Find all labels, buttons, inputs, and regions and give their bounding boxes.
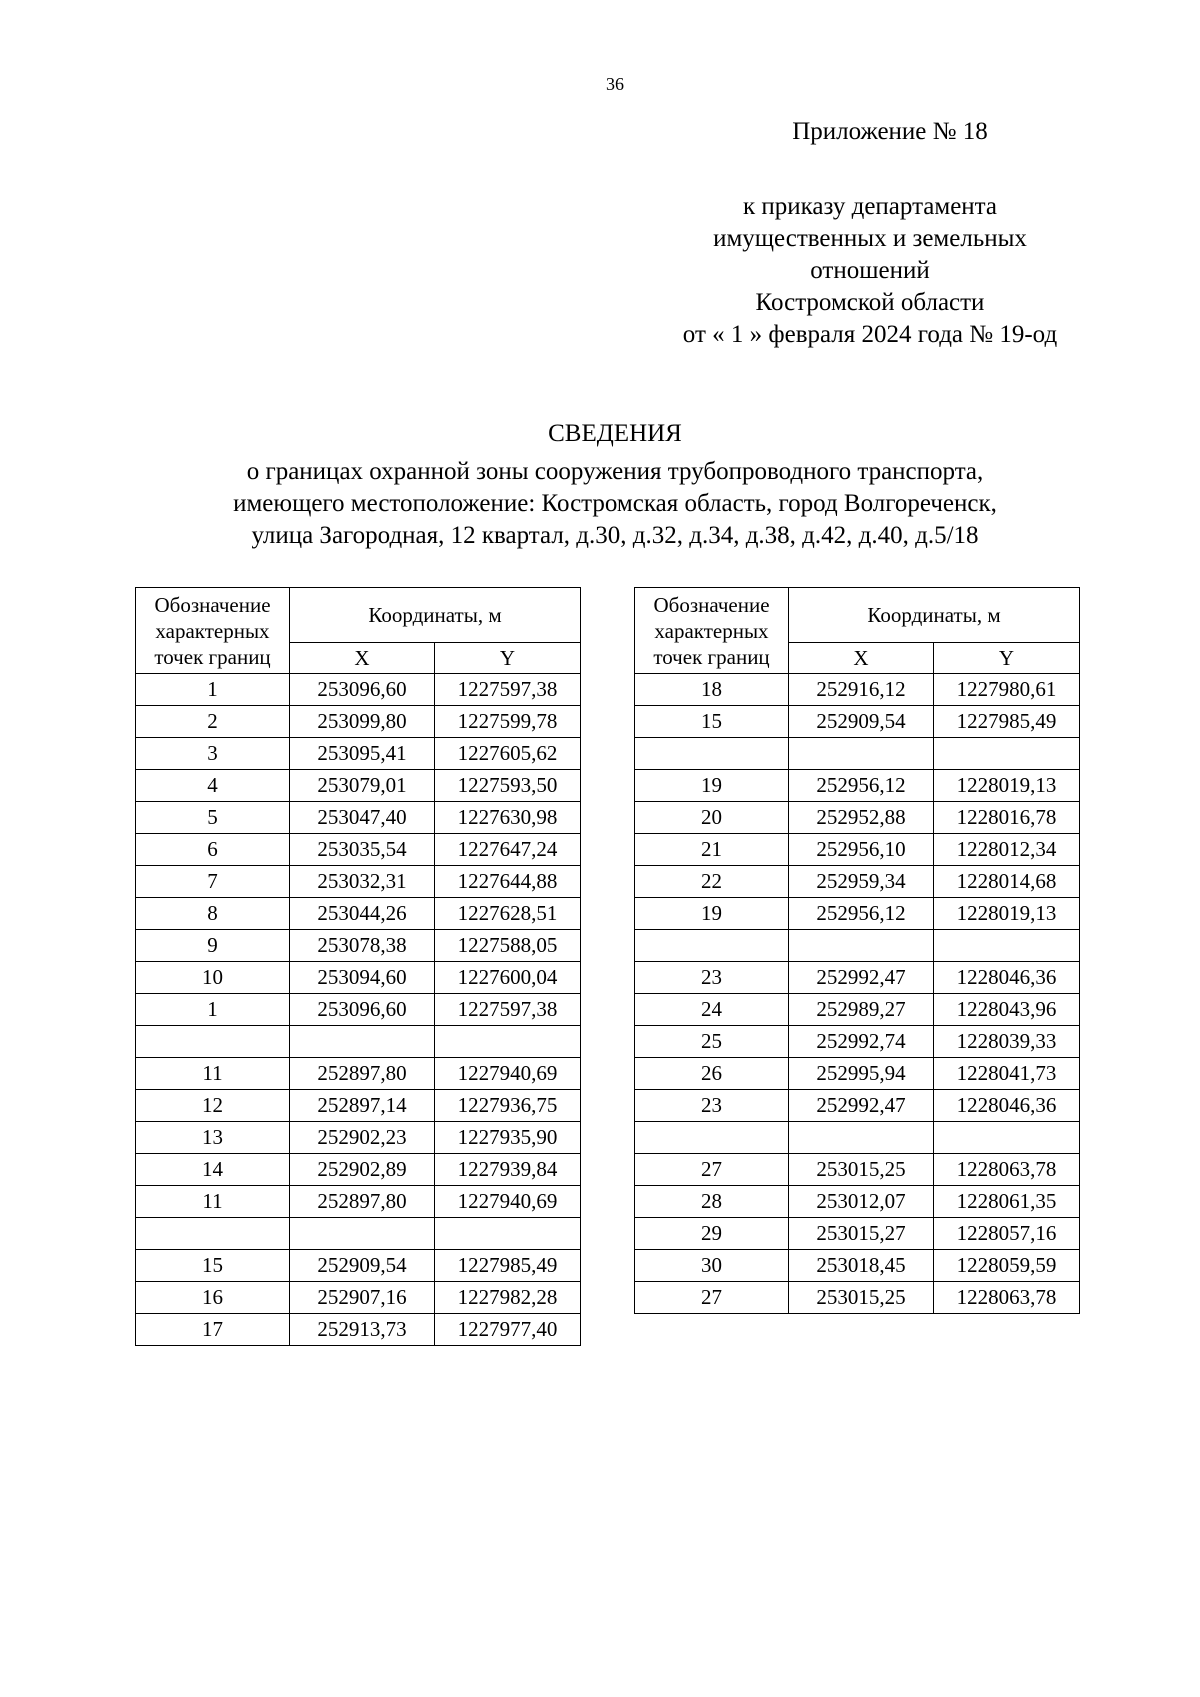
table-row [136,834,581,866]
subtitle-line: улица Загородная, 12 квартал, д.30, д.32, д.34, д.38, д.42, д.40, д.5/18 [251,522,979,549]
coordinates-table-right [634,587,1080,1314]
x-cell: 252916,12 [789,674,934,706]
table-body [635,674,1080,1314]
y-cell: 1228063,78 [934,1282,1080,1314]
document-subtitle [0,456,1200,552]
y-cell: 1228041,73 [934,1058,1080,1090]
x-cell: 252907,16 [290,1282,435,1314]
table-row [136,738,581,770]
x-cell: 252956,12 [789,770,934,802]
y-cell: 1227980,61 [934,674,1080,706]
x-cell: 252909,54 [290,1250,435,1282]
y-cell: 1228039,33 [934,1026,1080,1058]
order-ref-line: от « 1 » февраля 2024 года № 19-од [682,321,1058,348]
x-cell [789,738,934,770]
x-cell [290,1026,435,1058]
point-cell: 13 [136,1122,290,1154]
y-cell [934,738,1080,770]
point-cell [136,1026,290,1058]
x-cell: 253044,26 [290,898,435,930]
x-cell: 253015,25 [789,1154,934,1186]
table-row [635,1122,1080,1154]
x-cell: 252913,73 [290,1314,435,1346]
point-cell: 30 [635,1250,789,1282]
point-column-header: Обозначение характерных точек границ [635,588,789,674]
y-cell: 1228016,78 [934,802,1080,834]
x-column-header: X [290,643,435,674]
y-cell: 1227588,05 [435,930,581,962]
table-row [635,1154,1080,1186]
y-cell: 1227647,24 [435,834,581,866]
x-cell: 253099,80 [290,706,435,738]
point-cell: 11 [136,1186,290,1218]
order-ref-line: к приказу департамента [742,193,998,220]
table-row [635,1026,1080,1058]
point-cell: 12 [136,1090,290,1122]
y-cell: 1228061,35 [934,1186,1080,1218]
point-cell: 29 [635,1218,789,1250]
y-cell [435,1218,581,1250]
table-row [635,1058,1080,1090]
x-cell: 252992,74 [789,1026,934,1058]
table-row [635,930,1080,962]
point-cell: 20 [635,802,789,834]
x-cell: 252992,47 [789,962,934,994]
table-row [136,1282,581,1314]
coordinates-table-left [135,587,581,1346]
document-title: СВЕДЕНИЯ [548,420,682,447]
x-cell: 252952,88 [789,802,934,834]
y-cell: 1228046,36 [934,1090,1080,1122]
table-row [635,994,1080,1026]
table-row [635,962,1080,994]
x-cell: 253096,60 [290,674,435,706]
y-cell: 1227977,40 [435,1314,581,1346]
y-cell: 1227940,69 [435,1058,581,1090]
point-column-header: Обозначение характерных точек границ [136,588,290,674]
point-cell: 23 [635,962,789,994]
table-row [136,1090,581,1122]
y-cell: 1227605,62 [435,738,581,770]
order-ref-line: имущественных и земельных [713,225,1027,252]
table-row [635,834,1080,866]
table-row [136,962,581,994]
y-cell: 1227597,38 [435,674,581,706]
x-cell: 253012,07 [789,1186,934,1218]
x-cell [789,930,934,962]
table-row [136,1218,581,1250]
table-row [136,898,581,930]
y-cell: 1227936,75 [435,1090,581,1122]
table-row [136,1026,581,1058]
point-cell: 3 [136,738,290,770]
order-ref-line: отношений [810,257,930,284]
x-cell: 252992,47 [789,1090,934,1122]
x-cell: 253018,45 [789,1250,934,1282]
y-cell: 1228059,59 [934,1250,1080,1282]
table-body [136,674,581,1346]
point-cell: 15 [136,1250,290,1282]
table-row [635,802,1080,834]
table-row [136,802,581,834]
table-row [136,1186,581,1218]
y-cell: 1227940,69 [435,1186,581,1218]
y-cell: 1227628,51 [435,898,581,930]
x-cell: 252897,14 [290,1090,435,1122]
table-row [635,1186,1080,1218]
y-cell: 1227597,38 [435,994,581,1026]
y-cell: 1228014,68 [934,866,1080,898]
y-cell [435,1026,581,1058]
point-cell: 26 [635,1058,789,1090]
point-cell: 24 [635,994,789,1026]
table-row [635,674,1080,706]
x-cell: 252989,27 [789,994,934,1026]
order-reference [630,191,1110,351]
table-row [136,674,581,706]
x-cell: 253032,31 [290,866,435,898]
x-cell: 252902,23 [290,1122,435,1154]
point-cell: 28 [635,1186,789,1218]
x-cell: 252956,12 [789,898,934,930]
y-cell: 1228057,16 [934,1218,1080,1250]
point-cell: 27 [635,1282,789,1314]
y-cell: 1227982,28 [435,1282,581,1314]
x-cell: 253015,27 [789,1218,934,1250]
point-cell: 2 [136,706,290,738]
y-cell: 1227644,88 [435,866,581,898]
table-row [136,1154,581,1186]
table-row [136,930,581,962]
point-cell: 16 [136,1282,290,1314]
y-cell: 1227935,90 [435,1122,581,1154]
y-cell: 1227630,98 [435,802,581,834]
table-row [136,706,581,738]
table-row [136,1122,581,1154]
point-cell: 15 [635,706,789,738]
x-cell: 252909,54 [789,706,934,738]
table-row [635,898,1080,930]
point-cell: 18 [635,674,789,706]
y-cell: 1227600,04 [435,962,581,994]
x-cell: 253047,40 [290,802,435,834]
y-cell: 1227985,49 [435,1250,581,1282]
y-cell: 1227593,50 [435,770,581,802]
y-column-header: Y [934,643,1080,674]
y-cell: 1228019,13 [934,770,1080,802]
x-cell: 253035,54 [290,834,435,866]
point-cell: 11 [136,1058,290,1090]
table-row [136,994,581,1026]
x-cell: 253096,60 [290,994,435,1026]
point-cell [635,1122,789,1154]
point-cell: 21 [635,834,789,866]
subtitle-line: имеющего местоположение: Костромская область, город Волгореченск, [233,490,997,517]
table-row [635,1090,1080,1122]
table-row [635,770,1080,802]
point-cell: 17 [136,1314,290,1346]
point-cell: 23 [635,1090,789,1122]
y-cell: 1227985,49 [934,706,1080,738]
x-cell: 252956,10 [789,834,934,866]
point-cell [635,738,789,770]
subtitle-line: о границах охранной зоны сооружения трубопроводного транспорта, [246,458,984,485]
y-cell: 1228012,34 [934,834,1080,866]
point-cell: 25 [635,1026,789,1058]
point-cell: 19 [635,770,789,802]
x-cell: 253079,01 [290,770,435,802]
y-cell: 1228046,36 [934,962,1080,994]
y-cell: 1228063,78 [934,1154,1080,1186]
y-cell [934,1122,1080,1154]
point-cell: 5 [136,802,290,834]
point-cell [635,930,789,962]
table-row [635,706,1080,738]
y-cell: 1227939,84 [435,1154,581,1186]
coordinates-column-header: Координаты, м [789,588,1080,643]
x-cell: 252897,80 [290,1058,435,1090]
point-cell: 14 [136,1154,290,1186]
table-row [136,1250,581,1282]
point-cell: 10 [136,962,290,994]
x-column-header: X [789,643,934,674]
x-cell: 253094,60 [290,962,435,994]
point-cell: 6 [136,834,290,866]
y-column-header: Y [435,643,581,674]
x-cell: 252959,34 [789,866,934,898]
x-cell: 253095,41 [290,738,435,770]
point-cell: 27 [635,1154,789,1186]
x-cell: 253015,25 [789,1282,934,1314]
table-row [635,866,1080,898]
point-cell [136,1218,290,1250]
point-cell: 1 [136,994,290,1026]
point-cell: 22 [635,866,789,898]
table-row [136,866,581,898]
x-cell [789,1122,934,1154]
coordinates-column-header: Координаты, м [290,588,581,643]
point-cell: 9 [136,930,290,962]
table-row [136,770,581,802]
appendix-title: Приложение № 18 [792,118,988,145]
x-cell [290,1218,435,1250]
table-row [635,738,1080,770]
point-cell: 4 [136,770,290,802]
order-ref-line: Костромской области [755,289,985,316]
y-cell: 1228043,96 [934,994,1080,1026]
x-cell: 252897,80 [290,1186,435,1218]
table-row [635,1282,1080,1314]
page-number: 36 [606,74,624,94]
table-row [136,1314,581,1346]
point-cell: 8 [136,898,290,930]
point-cell: 7 [136,866,290,898]
x-cell: 252995,94 [789,1058,934,1090]
y-cell [934,930,1080,962]
point-cell: 1 [136,674,290,706]
table-row [635,1218,1080,1250]
point-cell: 19 [635,898,789,930]
x-cell: 253078,38 [290,930,435,962]
y-cell: 1228019,13 [934,898,1080,930]
x-cell: 252902,89 [290,1154,435,1186]
table-row [136,1058,581,1090]
table-row [635,1250,1080,1282]
y-cell: 1227599,78 [435,706,581,738]
